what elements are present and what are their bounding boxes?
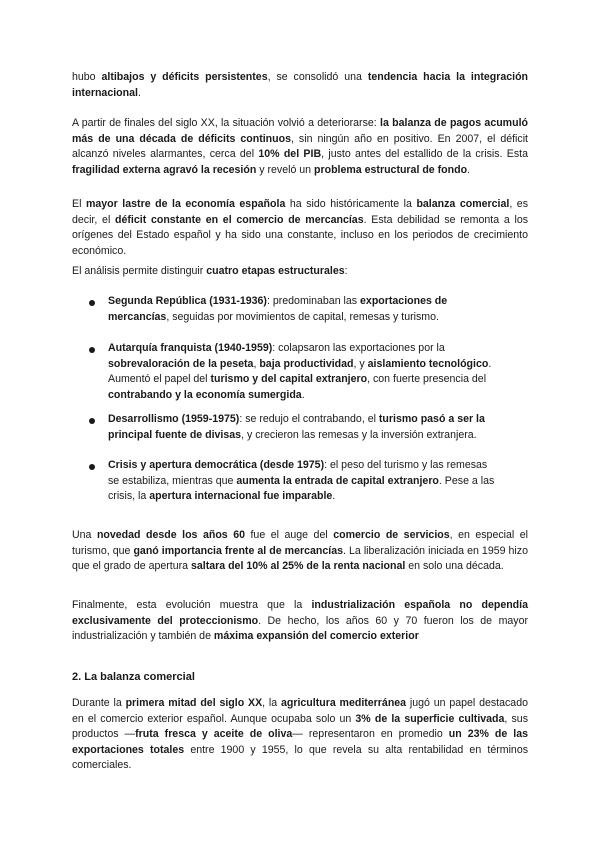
emphasis-text: tendencia hacia la integración internacional [72, 71, 529, 99]
emphasis-text: Desarrollismo (1959-1975) [108, 413, 240, 425]
emphasis-text: un 23% de las exportaciones totales [72, 728, 528, 756]
list-item-segunda-republica: Segunda República (1931-1936): predominaban las exportaciones de mercancías, seguidas por movimientos de capital, remesas y turismo. [108, 295, 448, 323]
emphasis-text: problema estructural de fondo [314, 163, 468, 176]
emphasis-text: turismo y del capital extranjero [210, 373, 368, 385]
emphasis-text: contrabando y la economía sumergida [108, 388, 302, 401]
list-item-crisis-apertura: Crisis y apertura democrática (desde 1975): el peso del turismo y las remesas se estabiliza, mientras que aumenta la entrada de capital extranjero. Pese a las crisis, la apertura internacional fue imparable. [108, 459, 495, 502]
emphasis-text: exportaciones de mercancías [108, 295, 448, 323]
emphasis-text: Crisis y apertura democrática (desde 1975) [108, 459, 325, 471]
emphasis-text: altibajos y déficits persistentes [101, 71, 268, 83]
list-item-autarquia: Autarquía franquista (1940-1959): colapsaron las exportaciones por la sobrevaloración de la peseta, baja productividad, y aislamiento tecnológico. Aumentó el papel del turismo y del capital extranjero, con fuerte presencia del contrabando y la economía sumergida. [108, 342, 492, 401]
emphasis-text: turismo pasó a ser la principal fuente de divisas [108, 413, 485, 441]
paragraph-finalmente: Finalmente, esta evolución muestra que la industrialización española no dependía exclusivamente del proteccionismo. De hecho, los años 60 y 70 fueron los de mayor industrialización y también de máxima expansión del comercio exterior [72, 599, 529, 642]
paragraph-intro: hubo altibajos y déficits persistentes, se consolidó una tendencia hacia la integración internacional. [72, 71, 529, 99]
bullet-dot [89, 300, 95, 306]
emphasis-text: Segunda República (1931-1936) [108, 295, 267, 307]
emphasis-text: cuatro etapas estructurales [206, 265, 345, 277]
emphasis-text: fruta fresca y aceite de oliva [135, 728, 293, 740]
emphasis-text: apertura internacional fue imparable [149, 490, 333, 502]
bullet-dot [89, 418, 95, 424]
emphasis-text: comercio de servicios [333, 529, 450, 541]
emphasis-text: mayor lastre de la economía española [85, 198, 286, 210]
paragraph-etapas: El análisis permite distinguir cuatro etapas estructurales: [72, 265, 348, 277]
emphasis-text: 10% del PIB [258, 148, 322, 160]
emphasis-text: industrialización española no dependía exclusivamente del proteccionismo [72, 599, 528, 627]
emphasis-text: baja productividad [259, 357, 354, 370]
list-item-desarrollismo: Desarrollismo (1959-1975): se redujo el contrabando, el turismo pasó a ser la principal fuente de divisas, y crecieron las remesas y la inversión extranjera. [108, 413, 485, 441]
emphasis-text: aumenta la entrada de capital extranjero [236, 474, 439, 487]
emphasis-text: agricultura mediterránea [280, 697, 407, 709]
emphasis-text: ganó importancia frente al de mercancías [133, 544, 343, 557]
emphasis-text: saltara del 10% al 25% de la renta nacional [190, 560, 406, 572]
emphasis-text: déficit constante en el comercio de mercancías [115, 213, 364, 226]
paragraph-agricultura: Durante la primera mitad del siglo XX, la agricultura mediterránea jugó un papel destacado en el comercio exterior español. Aunque ocupaba solo un 3% de la superficie cultivada, sus productos —fruta fresca y aceite de oliva— representaron en promedio un 23% de las exportaciones totales entre 1900 y 1955, lo que revela su alta rentabilidad en términos comerciales. [72, 697, 529, 771]
emphasis-text: máxima expansión del comercio exterior [213, 630, 419, 642]
emphasis-text: balanza comercial [416, 198, 510, 210]
emphasis-text: novedad desde los años 60 [96, 529, 245, 541]
emphasis-text: fragilidad externa agravó la recesión [72, 163, 257, 176]
paragraph-late-xx-century: A partir de finales del siglo XX, la situación volvió a deteriorarse: la balanza de pagos acumuló más de una década de déficits continuos, sin ningún año en positivo. En 2007, el déficit alcanzó niveles alarmantes, cerca del 10% del PIB, justo antes del estallido de la crisis. Esta fragilidad externa agravó la recesión y reveló un problema estructural de fondo. [72, 117, 528, 176]
emphasis-text: la balanza de pagos acumuló más de una década de déficits continuos [72, 117, 528, 145]
bullet-dot [89, 464, 95, 470]
emphasis-text: 3% de la superficie cultivada [355, 712, 505, 725]
section-heading: 2. La balanza comercial [72, 671, 195, 683]
paragraph-lastre: El mayor lastre de la economía española ha sido históricamente la balanza comercial, es decir, el déficit constante en el comercio de mercancías. Esta debilidad se remonta a los orígenes del Estado español y ha sido una constante, incluso en los periodos de crecimiento económico. [72, 198, 529, 257]
emphasis-text: aislamiento tecnológico [367, 357, 489, 370]
bullet-dot [89, 347, 95, 353]
emphasis-text: Autarquía franquista (1940-1959) [108, 342, 273, 354]
paragraph-novedad: Una novedad desde los años 60 fue el auge del comercio de servicios, en especial el turismo, que ganó importancia frente al de mercancías. La liberalización iniciada en 1959 hizo que el grado de apertura saltara del 10% al 25% de la renta nacional en solo una década. [72, 529, 528, 572]
emphasis-text: primera mitad del siglo XX [125, 697, 263, 709]
emphasis-text: sobrevaloración de la peseta [108, 357, 254, 370]
